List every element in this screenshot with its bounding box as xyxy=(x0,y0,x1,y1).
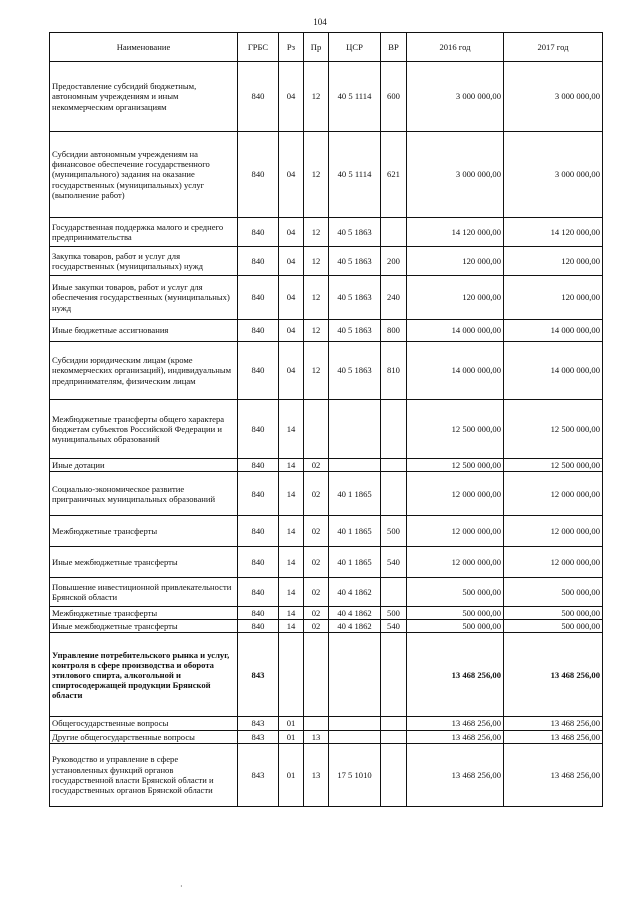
table-row xyxy=(50,607,603,620)
cell-vr xyxy=(381,459,407,472)
cell-name: Предоставление субсидий бюджетным, автономным учреждениям и иным некоммерческим организациям xyxy=(50,62,238,132)
cell-y2017: 14 120 000,00 xyxy=(504,218,603,247)
table-row xyxy=(50,218,603,247)
cell-pr: 12 xyxy=(304,320,329,342)
cell-pr: 02 xyxy=(304,516,329,547)
stray-mark: · xyxy=(180,882,183,891)
budget-table xyxy=(49,32,603,807)
cell-csr: 40 1 1865 xyxy=(329,547,381,578)
cell-csr: 40 1 1865 xyxy=(329,516,381,547)
cell-y2016: 12 500 000,00 xyxy=(407,400,504,459)
cell-grbs: 840 xyxy=(238,547,279,578)
cell-name: Межбюджетные трансферты xyxy=(50,516,238,547)
table-row xyxy=(50,472,603,516)
cell-csr: 40 5 1114 xyxy=(329,62,381,132)
cell-csr xyxy=(329,717,381,730)
cell-grbs: 840 xyxy=(238,459,279,472)
cell-y2017: 14 000 000,00 xyxy=(504,342,603,400)
table-row xyxy=(50,459,603,472)
cell-pr: 02 xyxy=(304,620,329,633)
cell-y2016: 13 468 256,00 xyxy=(407,717,504,730)
cell-grbs: 840 xyxy=(238,218,279,247)
cell-y2017: 500 000,00 xyxy=(504,620,603,633)
cell-csr xyxy=(329,730,381,743)
cell-y2016: 12 000 000,00 xyxy=(407,516,504,547)
cell-csr xyxy=(329,633,381,717)
cell-csr: 40 1 1865 xyxy=(329,472,381,516)
table-row xyxy=(50,547,603,578)
table-row xyxy=(50,132,603,218)
cell-pr: 13 xyxy=(304,730,329,743)
cell-grbs: 840 xyxy=(238,320,279,342)
cell-pr: 02 xyxy=(304,459,329,472)
cell-y2017: 12 000 000,00 xyxy=(504,547,603,578)
cell-y2017: 3 000 000,00 xyxy=(504,62,603,132)
table-row xyxy=(50,276,603,320)
cell-vr xyxy=(381,730,407,743)
cell-csr: 17 5 1010 xyxy=(329,743,381,806)
cell-pr xyxy=(304,400,329,459)
cell-y2016: 120 000,00 xyxy=(407,276,504,320)
cell-name: Повышение инвестиционной привлекательности Брянской области xyxy=(50,578,238,607)
table-row xyxy=(50,633,603,717)
header-csr: ЦСР xyxy=(329,33,381,62)
cell-rz: 04 xyxy=(279,62,304,132)
cell-y2017: 14 000 000,00 xyxy=(504,320,603,342)
cell-pr: 02 xyxy=(304,578,329,607)
cell-name: Иные закупки товаров, работ и услуг для обеспечения государственных (муниципальных) нужд xyxy=(50,276,238,320)
table-row xyxy=(50,247,603,276)
cell-rz: 01 xyxy=(279,717,304,730)
cell-grbs: 840 xyxy=(238,276,279,320)
cell-csr: 40 5 1863 xyxy=(329,342,381,400)
cell-name: Иные дотации xyxy=(50,459,238,472)
cell-csr: 40 4 1862 xyxy=(329,578,381,607)
table-row xyxy=(50,620,603,633)
cell-vr xyxy=(381,218,407,247)
cell-pr: 12 xyxy=(304,218,329,247)
cell-name: Иные бюджетные ассигнования xyxy=(50,320,238,342)
cell-grbs: 840 xyxy=(238,132,279,218)
cell-grbs: 840 xyxy=(238,620,279,633)
cell-csr: 40 4 1862 xyxy=(329,620,381,633)
table-row xyxy=(50,743,603,806)
cell-pr: 12 xyxy=(304,132,329,218)
cell-y2017: 500 000,00 xyxy=(504,578,603,607)
cell-rz: 01 xyxy=(279,730,304,743)
cell-grbs: 843 xyxy=(238,633,279,717)
cell-grbs: 840 xyxy=(238,516,279,547)
cell-name: Другие общегосударственные вопросы xyxy=(50,730,238,743)
cell-y2017: 13 468 256,00 xyxy=(504,717,603,730)
cell-csr: 40 5 1863 xyxy=(329,320,381,342)
cell-grbs: 840 xyxy=(238,342,279,400)
cell-y2017: 12 500 000,00 xyxy=(504,400,603,459)
cell-csr: 40 5 1114 xyxy=(329,132,381,218)
cell-pr xyxy=(304,633,329,717)
cell-y2016: 500 000,00 xyxy=(407,578,504,607)
cell-csr xyxy=(329,459,381,472)
cell-y2017: 13 468 256,00 xyxy=(504,633,603,717)
cell-pr: 02 xyxy=(304,547,329,578)
cell-rz: 04 xyxy=(279,132,304,218)
cell-csr: 40 5 1863 xyxy=(329,218,381,247)
cell-grbs: 840 xyxy=(238,247,279,276)
cell-pr: 02 xyxy=(304,472,329,516)
cell-y2017: 120 000,00 xyxy=(504,247,603,276)
cell-name: Государственная поддержка малого и среднего предпринимательства xyxy=(50,218,238,247)
header-name: Наименование xyxy=(50,33,238,62)
cell-rz: 14 xyxy=(279,400,304,459)
cell-y2016: 14 120 000,00 xyxy=(407,218,504,247)
cell-rz: 14 xyxy=(279,607,304,620)
cell-grbs: 843 xyxy=(238,717,279,730)
cell-rz: 04 xyxy=(279,342,304,400)
cell-vr xyxy=(381,633,407,717)
cell-grbs: 840 xyxy=(238,607,279,620)
cell-vr xyxy=(381,743,407,806)
table-row xyxy=(50,516,603,547)
cell-vr xyxy=(381,717,407,730)
cell-vr: 800 xyxy=(381,320,407,342)
cell-y2017: 12 500 000,00 xyxy=(504,459,603,472)
cell-vr: 621 xyxy=(381,132,407,218)
cell-y2016: 3 000 000,00 xyxy=(407,132,504,218)
header-vr: ВР xyxy=(381,33,407,62)
cell-rz: 14 xyxy=(279,547,304,578)
cell-csr: 40 5 1863 xyxy=(329,247,381,276)
cell-grbs: 843 xyxy=(238,743,279,806)
header-grbs: ГРБС xyxy=(238,33,279,62)
cell-pr: 12 xyxy=(304,342,329,400)
header-row xyxy=(50,33,603,62)
cell-name: Субсидии автономным учреждениям на финансовое обеспечение государственного (муниципального) задания на оказание государственных (муниципальных) услуг (выполнение работ) xyxy=(50,132,238,218)
cell-y2016: 3 000 000,00 xyxy=(407,62,504,132)
cell-rz: 14 xyxy=(279,472,304,516)
cell-vr xyxy=(381,472,407,516)
cell-y2017: 12 000 000,00 xyxy=(504,516,603,547)
cell-rz: 04 xyxy=(279,320,304,342)
cell-name: Социально-экономическое развитие приграничных муниципальных образований xyxy=(50,472,238,516)
cell-grbs: 840 xyxy=(238,62,279,132)
cell-vr xyxy=(381,400,407,459)
cell-y2016: 120 000,00 xyxy=(407,247,504,276)
cell-y2016: 13 468 256,00 xyxy=(407,633,504,717)
cell-grbs: 843 xyxy=(238,730,279,743)
cell-pr: 13 xyxy=(304,743,329,806)
cell-y2017: 3 000 000,00 xyxy=(504,132,603,218)
cell-vr: 200 xyxy=(381,247,407,276)
table-row xyxy=(50,320,603,342)
header-2017: 2017 год xyxy=(504,33,603,62)
page-number: 104 xyxy=(313,17,327,27)
cell-y2016: 500 000,00 xyxy=(407,620,504,633)
cell-y2017: 12 000 000,00 xyxy=(504,472,603,516)
cell-vr: 810 xyxy=(381,342,407,400)
cell-name: Управление потребительского рынка и услуг, контроля в сфере производства и оборота этилового спирта, алкогольной и спиртосодержащей продукции Брянской области xyxy=(50,633,238,717)
cell-csr xyxy=(329,400,381,459)
cell-grbs: 840 xyxy=(238,400,279,459)
cell-y2016: 12 500 000,00 xyxy=(407,459,504,472)
header-rz: Рз xyxy=(279,33,304,62)
cell-rz: 14 xyxy=(279,620,304,633)
cell-pr: 12 xyxy=(304,276,329,320)
cell-rz: 01 xyxy=(279,743,304,806)
header-pr: Пр xyxy=(304,33,329,62)
cell-name: Общегосударственные вопросы xyxy=(50,717,238,730)
table-row xyxy=(50,342,603,400)
cell-name: Руководство и управление в сфере установленных функций органов государственной власти Брянской области и государственных органов Брянской области xyxy=(50,743,238,806)
cell-grbs: 840 xyxy=(238,472,279,516)
cell-y2017: 13 468 256,00 xyxy=(504,730,603,743)
cell-csr: 40 5 1863 xyxy=(329,276,381,320)
cell-y2017: 13 468 256,00 xyxy=(504,743,603,806)
cell-rz xyxy=(279,633,304,717)
table-row xyxy=(50,578,603,607)
cell-vr xyxy=(381,578,407,607)
cell-name: Субсидии юридическим лицам (кроме некоммерческих организаций), индивидуальным предпринимателям, физическим лицам xyxy=(50,342,238,400)
table-row xyxy=(50,62,603,132)
cell-y2016: 500 000,00 xyxy=(407,607,504,620)
cell-y2016: 13 468 256,00 xyxy=(407,730,504,743)
table-row xyxy=(50,400,603,459)
cell-rz: 04 xyxy=(279,218,304,247)
cell-rz: 14 xyxy=(279,459,304,472)
cell-pr xyxy=(304,717,329,730)
cell-rz: 04 xyxy=(279,247,304,276)
cell-y2016: 14 000 000,00 xyxy=(407,342,504,400)
cell-name: Межбюджетные трансферты xyxy=(50,607,238,620)
cell-pr: 12 xyxy=(304,62,329,132)
cell-vr: 540 xyxy=(381,620,407,633)
cell-rz: 14 xyxy=(279,516,304,547)
cell-pr: 02 xyxy=(304,607,329,620)
cell-rz: 04 xyxy=(279,276,304,320)
cell-y2016: 14 000 000,00 xyxy=(407,320,504,342)
cell-name: Межбюджетные трансферты общего характера бюджетам субъектов Российской Федерации и муниципальных образований xyxy=(50,400,238,459)
cell-y2016: 12 000 000,00 xyxy=(407,472,504,516)
cell-y2016: 13 468 256,00 xyxy=(407,743,504,806)
header-2016: 2016 год xyxy=(407,33,504,62)
cell-pr: 12 xyxy=(304,247,329,276)
table-row xyxy=(50,730,603,743)
cell-vr: 500 xyxy=(381,516,407,547)
cell-name: Иные межбюджетные трансферты xyxy=(50,547,238,578)
cell-y2017: 120 000,00 xyxy=(504,276,603,320)
cell-vr: 540 xyxy=(381,547,407,578)
cell-y2017: 500 000,00 xyxy=(504,607,603,620)
cell-csr: 40 4 1862 xyxy=(329,607,381,620)
cell-vr: 500 xyxy=(381,607,407,620)
table-row xyxy=(50,717,603,730)
cell-y2016: 12 000 000,00 xyxy=(407,547,504,578)
cell-name: Закупка товаров, работ и услуг для государственных (муниципальных) нужд xyxy=(50,247,238,276)
cell-rz: 14 xyxy=(279,578,304,607)
cell-vr: 240 xyxy=(381,276,407,320)
cell-grbs: 840 xyxy=(238,578,279,607)
cell-vr: 600 xyxy=(381,62,407,132)
cell-name: Иные межбюджетные трансферты xyxy=(50,620,238,633)
